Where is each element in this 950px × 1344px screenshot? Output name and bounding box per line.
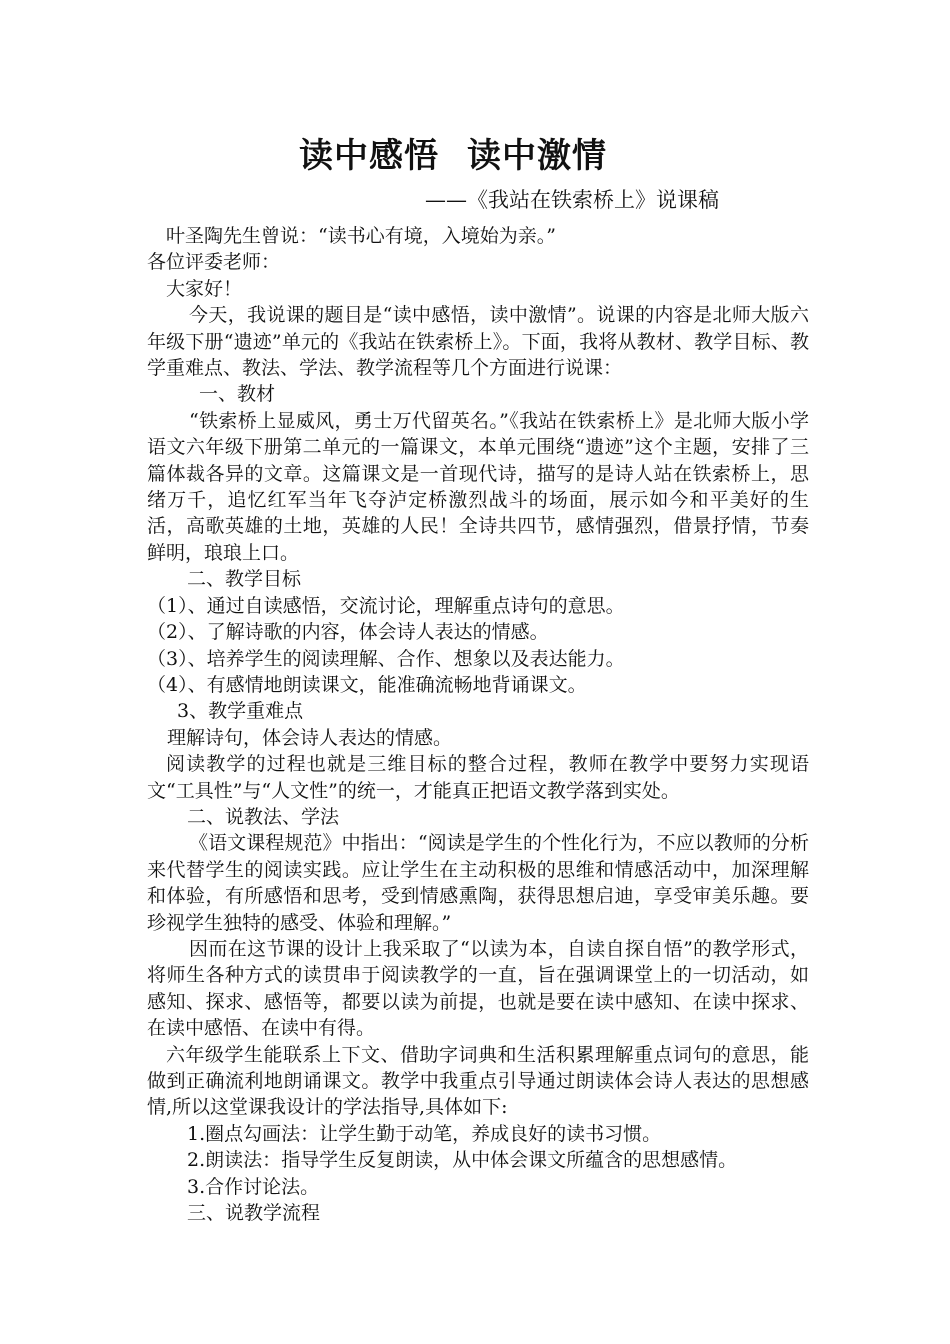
study-method-item: 2.朗读法：指导学生反复朗读，从中体会课文所蕴含的思想感情。 xyxy=(187,1149,738,1172)
study-method-item: 1.圈点勾画法：让学生勤于动笔，养成良好的读书习惯。 xyxy=(187,1122,662,1145)
document-title xyxy=(0,128,906,177)
difficulty-point: 理解诗句，体会诗人表达的情感。 xyxy=(167,726,453,749)
section-heading-goals: 二、教学目标 xyxy=(187,568,302,591)
title-part-1: 读中感悟 xyxy=(299,136,439,176)
goal-item: （3）、培养学生的阅读理解、合作、想象以及表达能力。 xyxy=(147,647,625,670)
difficulty-paragraph: 阅读教学的过程也就是三维目标的整合过程，教师在教学中要努力实现语文“工具性”与“人文性”的统一，才能真正把语文教学落到实处。 xyxy=(147,753,809,802)
methods-paragraph-3: 六年级学生能联系上下文、借助字词典和生活积累理解重点词句的意思，能做到正确流利地朗诵课文。教学中我重点引导通过朗读体会诗人表达的思想感情,所以这堂课我设计的学法指导,具体如下: xyxy=(147,1043,809,1119)
methods-paragraph-1: 《语文课程规范》中指出：“阅读是学生的个性化行为，不应以教师的分析来代替学生的阅读实践。应让学生在主动积极的思维和情感活动中，加深理解和体验，有所感悟和思考，受到情感熏陶，获得思想启迪，享受审美乐趣。要珍视学生独特的感受、体验和理解。” xyxy=(147,832,809,934)
goal-item: （4）、有感情地朗读课文，能准确流畅地背诵课文。 xyxy=(147,673,587,696)
greeting: 大家好！ xyxy=(166,277,243,300)
document-subtitle: ——《我站在铁索桥上》说课稿 xyxy=(425,188,719,212)
textbook-paragraph: “铁索桥上显威风，勇士万代留英名。”《我站在铁索桥上》是北师大版小学语文六年级下册第二单元的一篇课文，本单元围绕“遗迹”这个主题，安排了三篇体裁各异的文章。这篇课文是一首现代诗，描写的是诗人站在铁索桥上，思绪万千，追忆红军当年飞夺泸定桥激烈战斗的场面，展示如今和平美好的生活，高歌英雄的土地，英雄的人民！全诗共四节，感情强烈，借景抒情，节奏鲜明，琅琅上口。 xyxy=(147,409,809,564)
opening-quote: 叶圣陶先生曾说：“读书心有境，入境始为亲。” xyxy=(166,225,556,247)
intro-paragraph: 今天，我说课的题目是“读中感悟，读中激情”。说课的内容是北师大版六年级下册“遗迹”单元的《我站在铁索桥上》。下面，我将从教材、教学目标、教学重难点、教法、学法、教学流程等几个方面进行说课： xyxy=(147,304,809,380)
title-part-2: 读中激情 xyxy=(467,136,607,176)
goal-item: （2）、了解诗歌的内容，体会诗人表达的情感。 xyxy=(147,621,549,644)
section-heading-methods: 二、说教法、学法 xyxy=(187,805,340,828)
document-body xyxy=(147,223,809,1226)
study-method-item: 3.合作讨论法。 xyxy=(187,1175,320,1198)
salutation: 各位评委老师： xyxy=(147,251,281,274)
section-heading-process: 三、说教学流程 xyxy=(187,1202,321,1225)
section-heading-difficulty: 3、教学重难点 xyxy=(177,700,304,723)
methods-paragraph-2: 因而在这节课的设计上我采取了“以读为本，自读自探自悟”的教学形式，将师生各种方式的读贯串于阅读教学的一直，旨在强调课堂上的一切活动，如感知、探求、感悟等，都要以读为前提，也就是要在读中感知、在读中探求、在读中感悟、在读中有得。 xyxy=(147,937,809,1040)
section-heading-textbook: 一、教材 xyxy=(199,383,276,406)
goal-item: （1）、通过自读感悟，交流讨论，理解重点诗句的意思。 xyxy=(147,594,625,617)
